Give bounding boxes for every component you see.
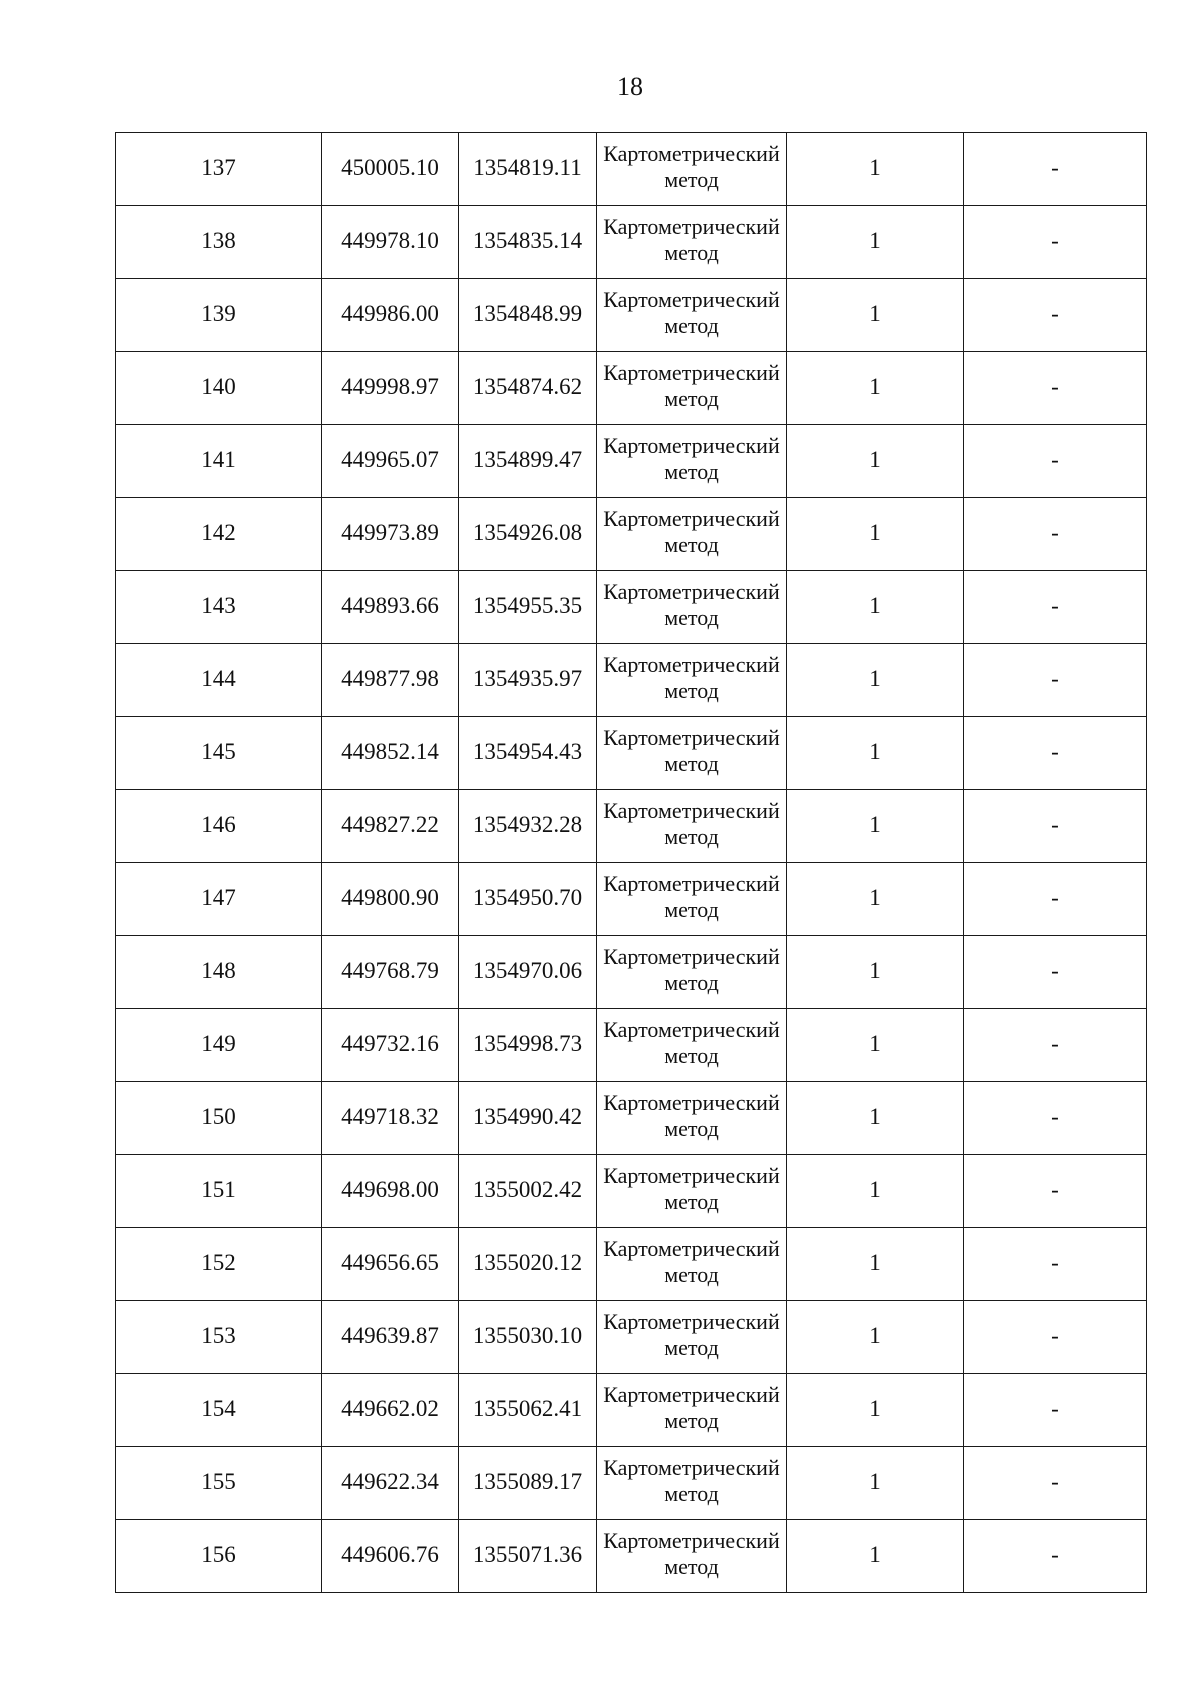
method-text: Картометрический метод — [603, 1236, 780, 1287]
accuracy-cell: 1 — [787, 279, 964, 352]
point-number-cell: 140 — [116, 352, 322, 425]
note-cell: - — [964, 1009, 1147, 1082]
method-cell — [597, 717, 787, 790]
point-number-cell: 144 — [116, 644, 322, 717]
method-text: Картометрический метод — [603, 506, 780, 557]
x-coordinate-cell: 449893.66 — [322, 571, 459, 644]
table-row — [116, 863, 1147, 936]
y-coordinate-cell: 1354819.11 — [459, 133, 597, 206]
method-text: Картометрический метод — [603, 1309, 780, 1360]
note-cell: - — [964, 1374, 1147, 1447]
method-text: Картометрический метод — [603, 944, 780, 995]
accuracy-cell: 1 — [787, 133, 964, 206]
table-row — [116, 498, 1147, 571]
x-coordinate-cell: 449718.32 — [322, 1082, 459, 1155]
table-row — [116, 206, 1147, 279]
note-cell: - — [964, 1520, 1147, 1593]
table-row — [116, 571, 1147, 644]
y-coordinate-cell: 1354998.73 — [459, 1009, 597, 1082]
method-cell — [597, 1520, 787, 1593]
method-text: Картометрический метод — [603, 871, 780, 922]
point-number-cell: 153 — [116, 1301, 322, 1374]
point-number-cell: 152 — [116, 1228, 322, 1301]
x-coordinate-cell: 449800.90 — [322, 863, 459, 936]
method-text: Картометрический метод — [603, 1455, 780, 1506]
x-coordinate-cell: 449978.10 — [322, 206, 459, 279]
note-cell: - — [964, 206, 1147, 279]
method-text: Картометрический метод — [603, 1017, 780, 1068]
y-coordinate-cell: 1355002.42 — [459, 1155, 597, 1228]
x-coordinate-cell: 449698.00 — [322, 1155, 459, 1228]
y-coordinate-cell: 1354848.99 — [459, 279, 597, 352]
y-coordinate-cell: 1354926.08 — [459, 498, 597, 571]
x-coordinate-cell: 449827.22 — [322, 790, 459, 863]
coordinates-table — [115, 132, 1147, 1593]
y-coordinate-cell: 1354970.06 — [459, 936, 597, 1009]
point-number-cell: 142 — [116, 498, 322, 571]
method-cell — [597, 571, 787, 644]
y-coordinate-cell: 1354954.43 — [459, 717, 597, 790]
accuracy-cell: 1 — [787, 644, 964, 717]
point-number-cell: 145 — [116, 717, 322, 790]
method-cell — [597, 352, 787, 425]
table-row — [116, 1301, 1147, 1374]
method-text: Картометрический метод — [603, 652, 780, 703]
method-cell — [597, 498, 787, 571]
method-text: Картометрический метод — [603, 214, 780, 265]
table-row — [116, 717, 1147, 790]
table-row — [116, 1009, 1147, 1082]
method-cell — [597, 936, 787, 1009]
point-number-cell: 138 — [116, 206, 322, 279]
y-coordinate-cell: 1354835.14 — [459, 206, 597, 279]
note-cell: - — [964, 1082, 1147, 1155]
table-row — [116, 1155, 1147, 1228]
accuracy-cell: 1 — [787, 1520, 964, 1593]
x-coordinate-cell: 449973.89 — [322, 498, 459, 571]
y-coordinate-cell: 1354990.42 — [459, 1082, 597, 1155]
method-cell — [597, 1301, 787, 1374]
point-number-cell: 155 — [116, 1447, 322, 1520]
page-number: 18 — [617, 72, 643, 101]
table-row — [116, 1082, 1147, 1155]
note-cell: - — [964, 790, 1147, 863]
method-text: Картометрический метод — [603, 1163, 780, 1214]
x-coordinate-cell: 449998.97 — [322, 352, 459, 425]
method-cell — [597, 1009, 787, 1082]
y-coordinate-cell: 1354899.47 — [459, 425, 597, 498]
y-coordinate-cell: 1355089.17 — [459, 1447, 597, 1520]
note-cell: - — [964, 1228, 1147, 1301]
method-cell — [597, 1447, 787, 1520]
y-coordinate-cell: 1354950.70 — [459, 863, 597, 936]
x-coordinate-cell: 449662.02 — [322, 1374, 459, 1447]
x-coordinate-cell: 449656.65 — [322, 1228, 459, 1301]
accuracy-cell: 1 — [787, 425, 964, 498]
point-number-cell: 151 — [116, 1155, 322, 1228]
note-cell: - — [964, 644, 1147, 717]
accuracy-cell: 1 — [787, 498, 964, 571]
accuracy-cell: 1 — [787, 717, 964, 790]
point-number-cell: 147 — [116, 863, 322, 936]
accuracy-cell: 1 — [787, 1082, 964, 1155]
method-text: Картометрический метод — [603, 1382, 780, 1433]
note-cell: - — [964, 717, 1147, 790]
point-number-cell: 146 — [116, 790, 322, 863]
note-cell: - — [964, 1301, 1147, 1374]
x-coordinate-cell: 449622.34 — [322, 1447, 459, 1520]
accuracy-cell: 1 — [787, 571, 964, 644]
accuracy-cell: 1 — [787, 1374, 964, 1447]
x-coordinate-cell: 449732.16 — [322, 1009, 459, 1082]
accuracy-cell: 1 — [787, 1447, 964, 1520]
x-coordinate-cell: 449606.76 — [322, 1520, 459, 1593]
method-text: Картометрический метод — [603, 141, 780, 192]
method-cell — [597, 279, 787, 352]
y-coordinate-cell: 1355071.36 — [459, 1520, 597, 1593]
table-row — [116, 1228, 1147, 1301]
x-coordinate-cell: 449986.00 — [322, 279, 459, 352]
method-text: Картометрический метод — [603, 579, 780, 630]
point-number-cell: 141 — [116, 425, 322, 498]
x-coordinate-cell: 449965.07 — [322, 425, 459, 498]
accuracy-cell: 1 — [787, 206, 964, 279]
note-cell: - — [964, 133, 1147, 206]
table-row — [116, 1447, 1147, 1520]
method-cell — [597, 425, 787, 498]
method-cell — [597, 863, 787, 936]
table-row — [116, 1374, 1147, 1447]
method-text: Картометрический метод — [603, 287, 780, 338]
note-cell: - — [964, 498, 1147, 571]
accuracy-cell: 1 — [787, 1155, 964, 1228]
y-coordinate-cell: 1354955.35 — [459, 571, 597, 644]
table-row — [116, 644, 1147, 717]
note-cell: - — [964, 1447, 1147, 1520]
note-cell: - — [964, 352, 1147, 425]
x-coordinate-cell: 449639.87 — [322, 1301, 459, 1374]
method-cell — [597, 644, 787, 717]
note-cell: - — [964, 425, 1147, 498]
method-text: Картометрический метод — [603, 360, 780, 411]
note-cell: - — [964, 571, 1147, 644]
note-cell: - — [964, 936, 1147, 1009]
x-coordinate-cell: 449852.14 — [322, 717, 459, 790]
y-coordinate-cell: 1355020.12 — [459, 1228, 597, 1301]
y-coordinate-cell: 1354932.28 — [459, 790, 597, 863]
point-number-cell: 154 — [116, 1374, 322, 1447]
method-text: Картометрический метод — [603, 725, 780, 776]
point-number-cell: 137 — [116, 133, 322, 206]
table-row — [116, 425, 1147, 498]
accuracy-cell: 1 — [787, 1301, 964, 1374]
point-number-cell: 148 — [116, 936, 322, 1009]
method-cell — [597, 206, 787, 279]
y-coordinate-cell: 1354874.62 — [459, 352, 597, 425]
table-row — [116, 133, 1147, 206]
table-row — [116, 352, 1147, 425]
table-row — [116, 279, 1147, 352]
accuracy-cell: 1 — [787, 352, 964, 425]
note-cell: - — [964, 279, 1147, 352]
note-cell: - — [964, 1155, 1147, 1228]
method-cell — [597, 1228, 787, 1301]
table-row — [116, 936, 1147, 1009]
x-coordinate-cell: 449768.79 — [322, 936, 459, 1009]
table-row — [116, 1520, 1147, 1593]
method-cell — [597, 133, 787, 206]
point-number-cell: 150 — [116, 1082, 322, 1155]
accuracy-cell: 1 — [787, 1228, 964, 1301]
y-coordinate-cell: 1355062.41 — [459, 1374, 597, 1447]
method-cell — [597, 1082, 787, 1155]
note-cell: - — [964, 863, 1147, 936]
method-text: Картометрический метод — [603, 1528, 780, 1579]
method-cell — [597, 1374, 787, 1447]
method-cell — [597, 790, 787, 863]
table-body — [116, 133, 1147, 1593]
y-coordinate-cell: 1355030.10 — [459, 1301, 597, 1374]
point-number-cell: 156 — [116, 1520, 322, 1593]
accuracy-cell: 1 — [787, 1009, 964, 1082]
accuracy-cell: 1 — [787, 790, 964, 863]
x-coordinate-cell: 449877.98 — [322, 644, 459, 717]
x-coordinate-cell: 450005.10 — [322, 133, 459, 206]
point-number-cell: 139 — [116, 279, 322, 352]
point-number-cell: 149 — [116, 1009, 322, 1082]
table-row — [116, 790, 1147, 863]
accuracy-cell: 1 — [787, 863, 964, 936]
y-coordinate-cell: 1354935.97 — [459, 644, 597, 717]
method-text: Картометрический метод — [603, 1090, 780, 1141]
method-cell — [597, 1155, 787, 1228]
accuracy-cell: 1 — [787, 936, 964, 1009]
method-text: Картометрический метод — [603, 433, 780, 484]
point-number-cell: 143 — [116, 571, 322, 644]
method-text: Картометрический метод — [603, 798, 780, 849]
